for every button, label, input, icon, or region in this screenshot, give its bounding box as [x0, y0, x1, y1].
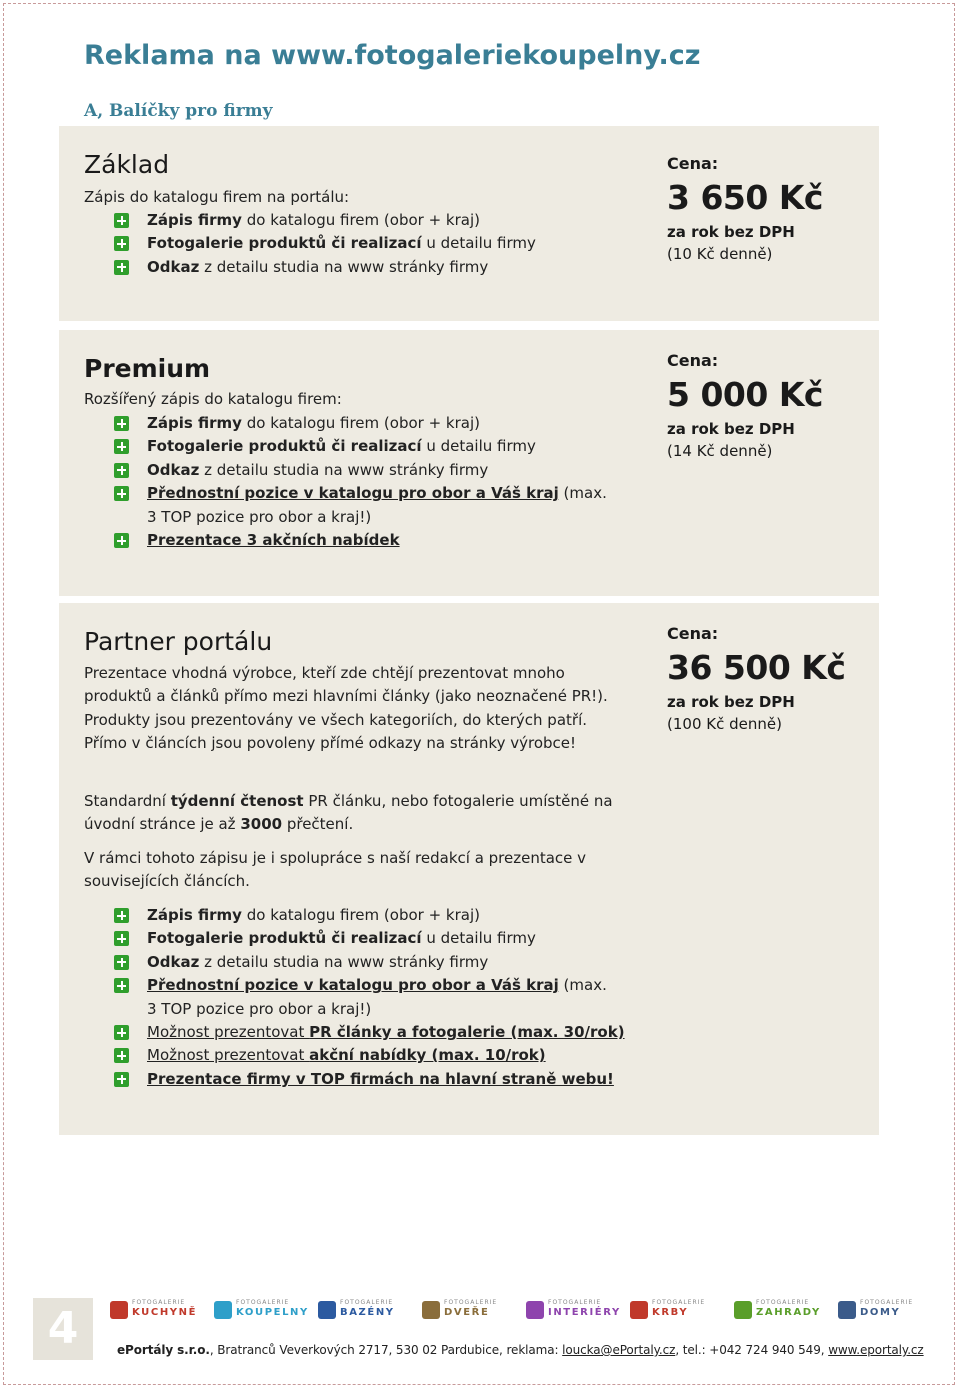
- price-amount: 36 500 Kč: [667, 648, 846, 687]
- price-period: za rok bez DPH: [667, 693, 795, 711]
- plus-icon: [114, 533, 129, 548]
- portal-logos: [110, 1297, 920, 1327]
- list-item: Přednostní pozice v katalogu pro obor a Váš kraj (max. 3 TOP pozice pro obor a kraj!): [114, 974, 625, 1021]
- list-item: Zápis firmy do katalogu firem (obor + kraj): [114, 904, 625, 927]
- price-period: za rok bez DPH: [667, 223, 795, 241]
- price-block: [667, 623, 845, 735]
- list-item: Zápis firmy do katalogu firem (obor + kraj): [114, 209, 536, 232]
- section-subtitle: A, Balíčky pro firmy: [84, 101, 273, 121]
- plus-icon: [114, 1048, 129, 1063]
- logo-kuchyne[interactable]: FOTOGALERIE KUCHYNĚ: [110, 1297, 190, 1325]
- price-daily: (10 Kč denně): [667, 245, 773, 263]
- bazeny-logo-icon: [318, 1301, 336, 1319]
- list-item: Přednostní pozice v katalogu pro obor a Váš kraj (max. 3 TOP pozice pro obor a kraj!): [114, 482, 607, 529]
- logo-koupelny[interactable]: FOTOGALERIE KOUPELNY: [214, 1297, 294, 1325]
- price-period: za rok bez DPH: [667, 420, 795, 438]
- plus-icon: [114, 486, 129, 501]
- list-item: Prezentace firmy v TOP firmách na hlavní straně webu!: [114, 1068, 625, 1091]
- plus-icon: [114, 931, 129, 946]
- logo-interiery[interactable]: FOTOGALERIE INTERIÉRY: [526, 1297, 606, 1325]
- krby-logo-icon: [630, 1301, 648, 1319]
- price-label: Cena:: [667, 154, 719, 173]
- price-amount: 3 650 Kč: [667, 178, 823, 217]
- price-amount: 5 000 Kč: [667, 375, 823, 414]
- logo-dvere[interactable]: FOTOGALERIE DVEŘE: [422, 1297, 502, 1325]
- page-title: Reklama na www.fotogaleriekoupelny.cz: [84, 40, 701, 71]
- package-intro: Zápis do katalogu firem na portálu:: [84, 188, 350, 206]
- plus-icon: [114, 213, 129, 228]
- interiery-logo-icon: [526, 1301, 544, 1319]
- price-daily: (100 Kč denně): [667, 715, 782, 733]
- list-item: Možnost prezentovat akční nabídky (max. 10/rok): [114, 1044, 625, 1067]
- package-intro: Rozšířený zápis do katalogu firem:: [84, 390, 342, 408]
- package-partner: [59, 603, 879, 1135]
- plus-icon: [114, 260, 129, 275]
- zahrady-logo-icon: [734, 1301, 752, 1319]
- website-link[interactable]: www.eportaly.cz: [828, 1343, 924, 1357]
- price-block: [667, 153, 823, 265]
- logo-domy[interactable]: FOTOGALERIE DOMY: [838, 1297, 918, 1325]
- plus-icon: [114, 463, 129, 478]
- page-number: 4: [33, 1298, 93, 1360]
- company-name: ePortály s.r.o.: [117, 1343, 210, 1357]
- plus-icon: [114, 416, 129, 431]
- plus-icon: [114, 236, 129, 251]
- list-item: Fotogalerie produktů či realizací u detailu firmy: [114, 435, 607, 458]
- plus-icon: [114, 1072, 129, 1087]
- partner-cooperation: V rámci tohoto zápisu je i spolupráce s naší redakcí a prezentace v souvisejících článcích.: [84, 849, 587, 891]
- list-item: Odkaz z detailu studia na www stránky firmy: [114, 459, 607, 482]
- package-name: Premium: [84, 354, 211, 383]
- list-item: Odkaz z detailu studia na www stránky firmy: [114, 951, 625, 974]
- logo-bazeny[interactable]: FOTOGALERIE BAZÉNY: [318, 1297, 398, 1325]
- koupelny-logo-icon: [214, 1301, 232, 1319]
- list-item: Fotogalerie produktů či realizací u detailu firmy: [114, 232, 536, 255]
- kuchyne-logo-icon: [110, 1301, 128, 1319]
- price-block: [667, 350, 823, 462]
- feature-list: [114, 412, 607, 552]
- price-label: Cena:: [667, 624, 719, 643]
- plus-icon: [114, 439, 129, 454]
- plus-icon: [114, 1025, 129, 1040]
- plus-icon: [114, 908, 129, 923]
- plus-icon: [114, 978, 129, 993]
- package-premium: [59, 330, 879, 596]
- price-label: Cena:: [667, 351, 719, 370]
- footer-contact: ePortály s.r.o., Bratranců Veverkových 2717, 530 02 Pardubice, reklama: loucka@ePortaly.cz, tel.: +042 724 940 549, www.eportaly.cz: [117, 1343, 924, 1357]
- list-item: Zápis firmy do katalogu firem (obor + kraj): [114, 412, 607, 435]
- domy-logo-icon: [838, 1301, 856, 1319]
- plus-icon: [114, 955, 129, 970]
- list-item: Fotogalerie produktů či realizací u detailu firmy: [114, 927, 625, 950]
- email-link[interactable]: loucka@ePortaly.cz: [562, 1343, 676, 1357]
- price-daily: (14 Kč denně): [667, 442, 773, 460]
- package-name: Základ: [84, 150, 170, 179]
- feature-list: [114, 904, 625, 1091]
- dvere-logo-icon: [422, 1301, 440, 1319]
- list-item: Prezentace 3 akčních nabídek: [114, 529, 607, 552]
- list-item: Odkaz z detailu studia na www stránky firmy: [114, 256, 536, 279]
- logo-krby[interactable]: FOTOGALERIE KRBY: [630, 1297, 710, 1325]
- list-item: Možnost prezentovat PR články a fotogalerie (max. 30/rok): [114, 1021, 625, 1044]
- package-name: Partner portálu: [84, 627, 273, 656]
- partner-readership: Standardní týdenní čtenost PR článku, nebo fotogalerie umístěné na úvodní stránce je až 3000 přečtení.: [84, 792, 613, 834]
- feature-list: [114, 209, 536, 279]
- partner-description: Prezentace vhodná výrobce, kteří zde chtějí prezentovat mnoho produktů a článků přímo mezi hlavními články (jako neoznačené PR!). Produkty jsou prezentovány ve všech kategoriích, do kterých patří. Přímo v článcích jsou povoleny přímé odkazy na stránky výrobce!: [84, 664, 608, 753]
- package-zaklad: [59, 126, 879, 321]
- logo-zahrady[interactable]: FOTOGALERIE ZAHRADY: [734, 1297, 814, 1325]
